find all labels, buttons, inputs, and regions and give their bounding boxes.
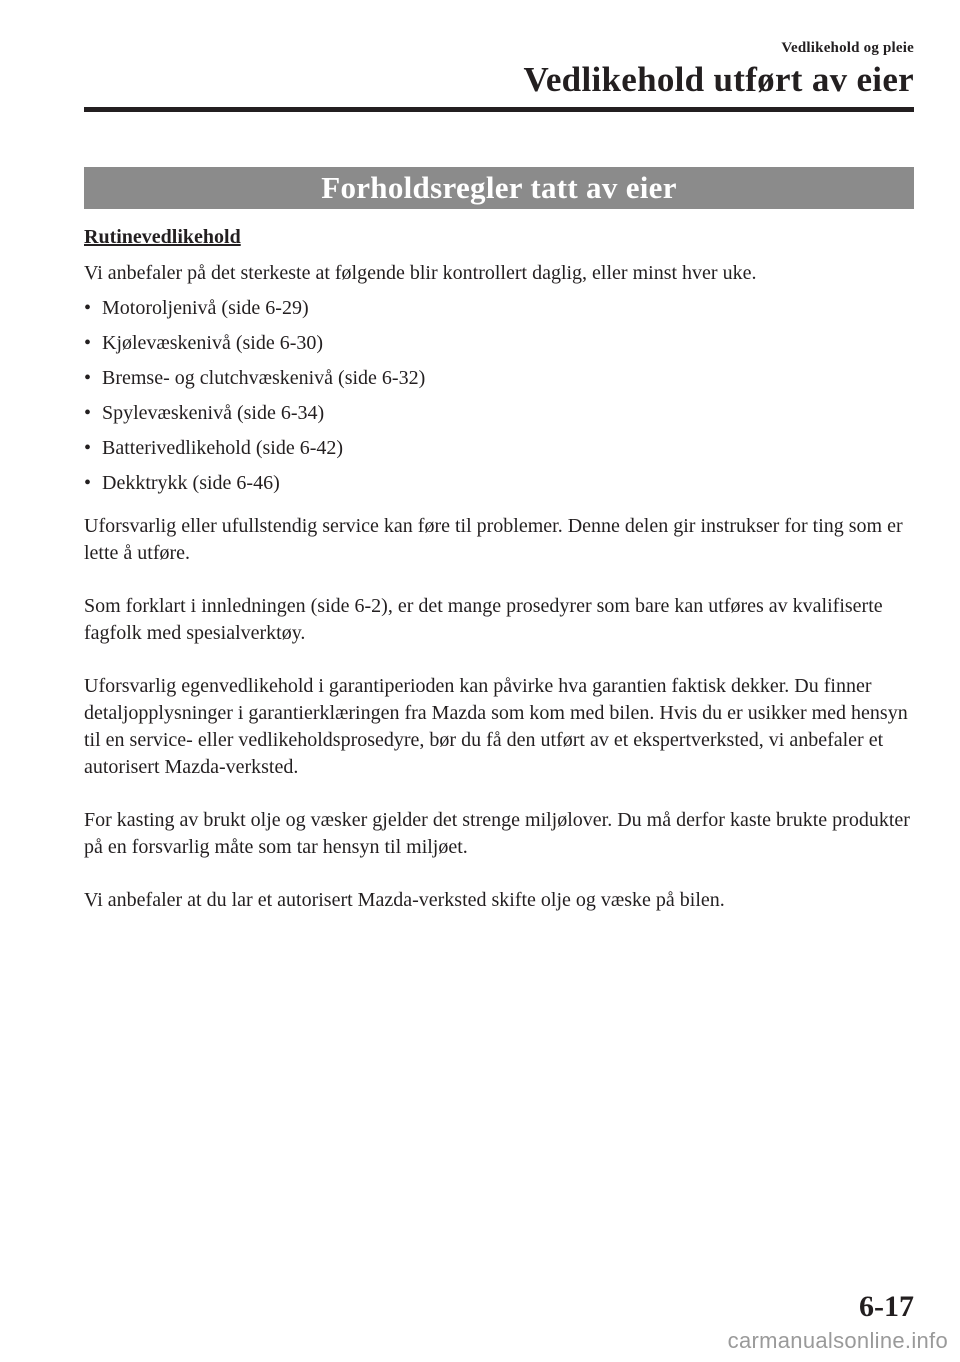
intro-paragraph: Vi anbefaler på det sterkeste at følgende blir kontrollert daglig, eller minst hver uke. [84,262,757,284]
content-body [84,224,914,940]
header-chapter: Vedlikehold og pleie [781,40,914,56]
list-item [84,295,914,322]
body-paragraph: Uforsvarlig eller ufullstendig service kan føre til problemer. Denne delen gir instrukser for ting som er lette å utføre. [84,515,903,564]
bullet-icon: • [84,472,92,494]
body-paragraph: Uforsvarlig egenvedlikehold i garantiperioden kan påvirke hva garantien faktisk dekker. Du finner detaljopplysninger i garantierklæringen fra Mazda som kom med bilen. Hvis du er usikker med hensyn til en service- eller vedlikeholdsprosedyre, bør du få den utført av et ekspertverksted, vi anbefaler et autorisert Mazda-verksted. [84,675,908,778]
subheading: Rutinevedlikehold [84,226,241,248]
header-divider [84,107,914,112]
section-banner [84,167,914,209]
list-item [84,365,914,392]
list-item [84,435,914,462]
watermark: carmanualsonline.info [727,1328,948,1353]
bullet-icon: • [84,367,92,389]
list-item-text: Kjølevæskenivå (side 6-30) [102,332,324,354]
bullet-icon: • [84,332,92,354]
page-title: Vedlikehold utført av eier [523,60,914,99]
list-item-text: Bremse- og clutchvæskenivå (side 6-32) [102,367,426,389]
list-item [84,330,914,357]
bullet-icon: • [84,437,92,459]
list-item [84,470,914,497]
page-number: 6-17 [859,1290,914,1323]
body-paragraph: Som forklart i innledningen (side 6-2), er det mange prosedyrer som bare kan utføres av kvalifiserte fagfolk med spesialverktøy. [84,595,883,644]
bullet-icon: • [84,297,92,319]
check-list [84,295,914,497]
body-paragraph: Vi anbefaler at du lar et autorisert Mazda-verksted skifte olje og væske på bilen. [84,889,725,911]
body-paragraph: For kasting av brukt olje og væsker gjelder det strenge miljølover. Du må derfor kaste brukte produkter på en forsvarlig måte som tar hensyn til miljøet. [84,809,910,858]
list-item [84,400,914,427]
bullet-icon: • [84,402,92,424]
list-item-text: Motoroljenivå (side 6-29) [102,297,309,319]
section-title: Forholdsregler tatt av eier [321,170,677,205]
list-item-text: Spylevæskenivå (side 6-34) [102,402,325,424]
list-item-text: Batterivedlikehold (side 6-42) [102,437,344,459]
list-item-text: Dekktrykk (side 6-46) [102,472,280,494]
